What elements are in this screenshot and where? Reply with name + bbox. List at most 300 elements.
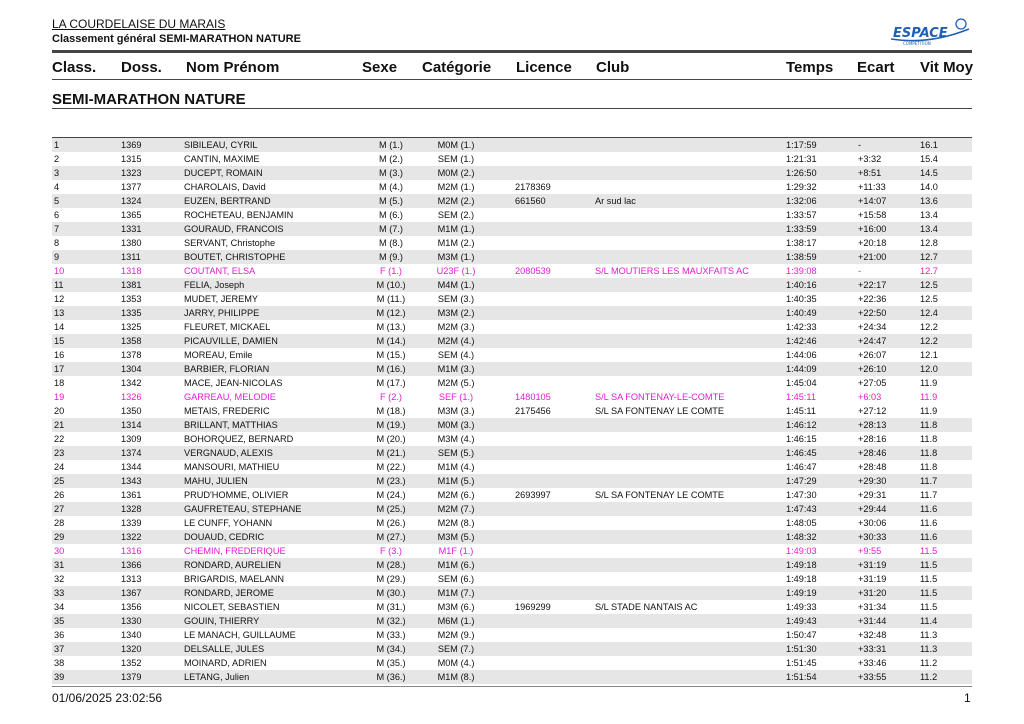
cell-speed: 11.8 [920, 420, 938, 430]
cell-lic: 1969299 [515, 602, 551, 612]
cell-rank: 20 [54, 406, 65, 416]
cell-speed: 12.7 [920, 266, 938, 276]
cell-lic: 661560 [515, 196, 546, 206]
cell-cat: M1M (5.) [437, 476, 475, 486]
cell-gap: +32:48 [858, 630, 887, 640]
cell-cat: M0M (3.) [437, 420, 475, 430]
col-header-sex: Sexe [362, 59, 398, 76]
cell-name: SIBILEAU, CYRIL [184, 140, 258, 150]
cell-speed: 11.7 [920, 476, 938, 486]
cell-rank: 9 [54, 252, 60, 262]
table-row [52, 264, 972, 278]
table-row [52, 334, 972, 348]
cell-time: 1:49:03 [786, 546, 817, 556]
cell-time: 1:44:06 [786, 350, 817, 360]
table-row [52, 586, 972, 600]
cell-time: 1:47:30 [786, 490, 817, 500]
cell-speed: 12.4 [920, 308, 938, 318]
cell-bib: 1304 [121, 364, 142, 374]
cell-bib: 1314 [121, 420, 142, 430]
cell-cat: M3M (1.) [437, 252, 475, 262]
cell-time: 1:32:06 [786, 196, 817, 206]
col-header-rank: Class. [52, 59, 97, 76]
print-datetime: 01/06/2025 23:02:56 [52, 691, 163, 705]
cell-gap: - [858, 266, 862, 276]
cell-time: 1:45:04 [786, 378, 817, 388]
cell-speed: 12.2 [920, 322, 938, 332]
cell-rank: 24 [54, 462, 65, 472]
cell-time: 1:48:05 [786, 518, 817, 528]
cell-gap: +33:31 [858, 644, 887, 654]
cell-sex: M (30.) [376, 588, 406, 598]
col-header-category: Catégorie [422, 59, 492, 76]
cell-time: 1:38:17 [786, 238, 817, 248]
cell-name: FELIA, Joseph [184, 280, 245, 290]
cell-bib: 1320 [121, 644, 142, 654]
cell-name: PRUD'HOMME, OLIVIER [184, 490, 289, 500]
cell-rank: 13 [54, 308, 65, 318]
cell-rank: 12 [54, 294, 65, 304]
cell-speed: 11.6 [920, 532, 938, 542]
cell-cat: M1M (7.) [437, 588, 475, 598]
table-row [52, 166, 972, 180]
table-row [52, 208, 972, 222]
cell-name: GARREAU, MELODIE [184, 392, 276, 402]
cell-name: MUDET, JEREMY [184, 294, 259, 304]
cell-gap: +28:46 [858, 448, 887, 458]
cell-bib: 1344 [121, 462, 142, 472]
table-row [52, 628, 972, 642]
cell-cat: M2M (4.) [437, 336, 475, 346]
cell-cat: M3M (5.) [437, 532, 475, 542]
cell-name: GOURAUD, FRANCOIS [184, 224, 284, 234]
cell-name: NICOLET, SEBASTIEN [184, 602, 280, 612]
cell-name: BOHORQUEZ, BERNARD [184, 434, 294, 444]
cell-name: CANTIN, MAXIME [184, 154, 260, 164]
cell-bib: 1358 [121, 336, 142, 346]
cell-gap: +31:20 [858, 588, 887, 598]
table-row [52, 502, 972, 516]
cell-time: 1:49:18 [786, 574, 817, 584]
cell-sex: M (18.) [376, 406, 406, 416]
logo-text: ESPACE [893, 26, 948, 41]
cell-sex: M (15.) [376, 350, 406, 360]
cell-bib: 1365 [121, 210, 142, 220]
cell-sex: M (33.) [376, 630, 406, 640]
cell-sex: M (28.) [376, 560, 406, 570]
cell-name: EUZEN, BERTRAND [184, 196, 271, 206]
cell-speed: 13.4 [920, 210, 938, 220]
cell-time: 1:44:09 [786, 364, 817, 374]
cell-name: BRILLANT, MATTHIAS [184, 420, 278, 430]
cell-time: 1:51:45 [786, 658, 817, 668]
cell-speed: 15.4 [920, 154, 938, 164]
cell-rank: 15 [54, 336, 65, 346]
cell-speed: 11.5 [920, 546, 938, 556]
cell-name: DUCEPT, ROMAIN [184, 168, 263, 178]
cell-cat: M2M (3.) [437, 322, 475, 332]
cell-gap: +29:44 [858, 504, 887, 514]
cell-cat: M1F (1.) [438, 546, 474, 556]
cell-cat: SEM (2.) [437, 210, 475, 220]
cell-cat: M3M (2.) [437, 308, 475, 318]
cell-lic: 2178369 [515, 182, 551, 192]
cell-time: 1:46:47 [786, 462, 817, 472]
cell-rank: 17 [54, 364, 65, 374]
cell-rank: 32 [54, 574, 65, 584]
cell-club: S/L SA FONTENAY-LE-COMTE [595, 392, 725, 402]
cell-rank: 11 [54, 280, 64, 290]
cell-cat: M3M (3.) [437, 406, 475, 416]
cell-rank: 6 [54, 210, 60, 220]
cell-lic: 1480105 [515, 392, 551, 402]
cell-club: Ar sud lac [595, 196, 636, 206]
table-row [52, 278, 972, 292]
cell-time: 1:46:12 [786, 420, 817, 430]
cell-gap: +3:32 [858, 154, 882, 164]
cell-time: 1:42:33 [786, 322, 817, 332]
cell-speed: 11.8 [920, 448, 938, 458]
cell-gap: +30:06 [858, 518, 887, 528]
col-header-time: Temps [786, 59, 834, 76]
cell-time: 1:46:15 [786, 434, 817, 444]
cell-time: 1:50:47 [786, 630, 817, 640]
cell-rank: 1 [54, 140, 60, 150]
cell-sex: M (31.) [376, 602, 406, 612]
cell-rank: 29 [54, 532, 65, 542]
cell-sex: M (16.) [376, 364, 406, 374]
cell-cat: M2M (5.) [437, 378, 475, 388]
cell-gap: +22:36 [858, 294, 887, 304]
table-row [52, 194, 972, 208]
cell-speed: 11.6 [920, 504, 938, 514]
cell-time: 1:51:30 [786, 644, 817, 654]
espace-competition-logo [889, 17, 971, 47]
cell-rank: 7 [54, 224, 60, 234]
cell-bib: 1361 [121, 490, 142, 500]
table-row [52, 460, 972, 474]
table-row [52, 404, 972, 418]
cell-sex: M (29.) [376, 574, 406, 584]
cell-sex: M (25.) [376, 504, 406, 514]
table-row [52, 474, 972, 488]
cell-gap: +27:05 [858, 378, 887, 388]
cell-bib: 1356 [121, 602, 142, 612]
cell-gap: +6:03 [858, 392, 882, 402]
cell-rank: 35 [54, 616, 65, 626]
cell-sex: F (3.) [380, 546, 402, 556]
table-row [52, 614, 972, 628]
cell-speed: 12.5 [920, 280, 938, 290]
cell-bib: 1366 [121, 560, 142, 570]
cell-sex: M (13.) [376, 322, 406, 332]
cell-gap: +8:51 [858, 168, 882, 178]
cell-bib: 1330 [121, 616, 142, 626]
cell-sex: M (32.) [376, 616, 406, 626]
table-row [52, 222, 972, 236]
cell-sex: M (4.) [379, 182, 403, 192]
cell-name: FLEURET, MICKAEL [184, 322, 271, 332]
cell-bib: 1315 [121, 154, 142, 164]
organizer-name: LA COURDELAISE DU MARAIS [52, 17, 226, 31]
cell-sex: M (26.) [376, 518, 406, 528]
cell-gap: +33:46 [858, 658, 887, 668]
cell-time: 1:49:43 [786, 616, 817, 626]
cell-time: 1:49:19 [786, 588, 817, 598]
table-row [52, 558, 972, 572]
cell-bib: 1350 [121, 406, 142, 416]
cell-rank: 18 [54, 378, 65, 388]
cell-speed: 11.9 [920, 378, 938, 388]
cell-name: PICAUVILLE, DAMIEN [184, 336, 278, 346]
cell-rank: 8 [54, 238, 60, 248]
cell-sex: M (12.) [376, 308, 406, 318]
cell-gap: +26:10 [858, 364, 887, 374]
cell-speed: 11.5 [920, 560, 938, 570]
cell-speed: 11.3 [920, 630, 938, 640]
cell-speed: 11.9 [920, 406, 938, 416]
cell-rank: 30 [54, 546, 65, 556]
cell-gap: +33:55 [858, 672, 887, 682]
cell-club: S/L SA FONTENAY LE COMTE [595, 490, 724, 500]
cell-cat: M3M (6.) [437, 602, 475, 612]
col-header-name: Nom Prénom [186, 59, 280, 76]
cell-time: 1:40:49 [786, 308, 817, 318]
cell-name: RONDARD, JEROME [184, 588, 274, 598]
cell-sex: M (5.) [379, 196, 403, 206]
col-header-club: Club [596, 59, 630, 76]
cell-time: 1:29:32 [786, 182, 817, 192]
page-number: 1 [964, 691, 971, 705]
cell-speed: 12.1 [920, 350, 938, 360]
cell-rank: 16 [54, 350, 65, 360]
cell-rank: 31 [54, 560, 65, 570]
table-row [52, 348, 972, 362]
cell-cat: M2M (8.) [437, 518, 475, 528]
cell-speed: 11.4 [920, 616, 938, 626]
cell-bib: 1378 [121, 350, 142, 360]
cell-cat: M0M (4.) [437, 658, 475, 668]
cell-sex: M (3.) [379, 168, 403, 178]
cell-rank: 2 [54, 154, 60, 164]
cell-bib: 1331 [121, 224, 142, 234]
cell-cat: M1M (2.) [437, 238, 475, 248]
cell-speed: 11.8 [920, 434, 938, 444]
cell-bib: 1339 [121, 518, 142, 528]
cell-name: COUTANT, ELSA [184, 266, 256, 276]
section-rule [52, 108, 972, 109]
cell-gap: +16:00 [858, 224, 887, 234]
table-row [52, 544, 972, 558]
cell-bib: 1340 [121, 630, 142, 640]
cell-sex: M (2.) [379, 154, 403, 164]
table-row [52, 390, 972, 404]
cell-speed: 12.2 [920, 336, 938, 346]
logo-subtext: COMPETITION [903, 41, 931, 46]
cell-gap: +15:58 [858, 210, 887, 220]
cell-lic: 2080539 [515, 266, 551, 276]
cell-name: METAIS, FREDERIC [184, 406, 270, 416]
cell-club: S/L STADE NANTAIS AC [595, 602, 698, 612]
cell-speed: 16.1 [920, 140, 938, 150]
cell-cat: SEM (5.) [437, 448, 475, 458]
cell-bib: 1316 [121, 546, 142, 556]
cell-bib: 1381 [121, 280, 142, 290]
cell-sex: M (7.) [379, 224, 403, 234]
cell-speed: 11.6 [920, 518, 938, 528]
cell-gap: +22:50 [858, 308, 887, 318]
cell-bib: 1380 [121, 238, 142, 248]
cell-cat: M1M (8.) [437, 672, 475, 682]
cell-sex: M (1.) [379, 140, 403, 150]
cell-time: 1:33:59 [786, 224, 817, 234]
cell-cat: M1M (1.) [437, 224, 475, 234]
cell-sex: M (21.) [376, 448, 406, 458]
cell-rank: 23 [54, 448, 65, 458]
cell-speed: 11.3 [920, 644, 938, 654]
table-row [52, 362, 972, 376]
cell-name: BRIGARDIS, MAELANN [184, 574, 285, 584]
cell-name: DOUAUD, CEDRIC [184, 532, 265, 542]
cell-name: VERGNAUD, ALEXIS [184, 448, 273, 458]
cell-time: 1:26:50 [786, 168, 817, 178]
cell-club: S/L MOUTIERS LES MAUXFAITS AC [595, 266, 749, 276]
cell-gap: +22:17 [858, 280, 887, 290]
cell-bib: 1369 [121, 140, 142, 150]
cell-gap: +30:33 [858, 532, 887, 542]
cell-sex: M (11.) [376, 294, 406, 304]
table-row [52, 446, 972, 460]
cell-gap: +27:12 [858, 406, 887, 416]
cell-lic: 2693997 [515, 490, 551, 500]
cell-gap: +31:44 [858, 616, 887, 626]
table-row [52, 152, 972, 166]
cell-bib: 1343 [121, 476, 142, 486]
cell-bib: 1326 [121, 392, 142, 402]
cell-speed: 11.5 [920, 574, 938, 584]
table-row [52, 530, 972, 544]
cell-rank: 28 [54, 518, 65, 528]
cell-bib: 1322 [121, 532, 142, 542]
cell-rank: 36 [54, 630, 65, 640]
cell-speed: 12.5 [920, 294, 938, 304]
cell-bib: 1325 [121, 322, 142, 332]
cell-name: ROCHETEAU, BENJAMIN [184, 210, 294, 220]
cell-cat: M4M (1.) [437, 280, 475, 290]
cell-time: 1:49:33 [786, 602, 817, 612]
cell-name: MOREAU, Emile [184, 350, 253, 360]
cell-name: SERVANT, Christophe [184, 238, 276, 248]
cell-speed: 12.8 [920, 238, 938, 248]
cell-sex: M (24.) [376, 490, 406, 500]
cell-cat: SEM (4.) [437, 350, 475, 360]
table-row [52, 292, 972, 306]
table-row [52, 180, 972, 194]
cell-cat: SEM (1.) [437, 154, 475, 164]
cell-sex: M (14.) [376, 336, 406, 346]
cell-sex: M (34.) [376, 644, 406, 654]
cell-time: 1:48:32 [786, 532, 817, 542]
cell-lic: 2175456 [515, 406, 551, 416]
cell-speed: 11.2 [920, 658, 938, 668]
cell-gap: +9:55 [858, 546, 882, 556]
cell-sex: M (35.) [376, 658, 406, 668]
cell-cat: SEM (3.) [437, 294, 475, 304]
cell-cat: M6M (1.) [437, 616, 475, 626]
cell-speed: 12.0 [920, 364, 938, 374]
cell-time: 1:51:54 [786, 672, 817, 682]
cell-bib: 1313 [121, 574, 142, 584]
cell-sex: M (9.) [379, 252, 403, 262]
table-row [52, 600, 972, 614]
cell-rank: 39 [54, 672, 65, 682]
footer-rule [52, 686, 972, 687]
cell-rank: 21 [54, 420, 65, 430]
cell-name: RONDARD, AURELIEN [184, 560, 281, 570]
cell-sex: M (10.) [376, 280, 406, 290]
cell-speed: 11.7 [920, 490, 938, 500]
table-row [52, 138, 972, 152]
cell-gap: +21:00 [858, 252, 887, 262]
cell-rank: 26 [54, 490, 65, 500]
cell-speed: 11.2 [920, 672, 938, 682]
section-title: SEMI-MARATHON NATURE [52, 91, 246, 108]
cell-rank: 34 [54, 602, 65, 612]
cell-speed: 11.9 [920, 392, 938, 402]
cell-name: MAHU, JULIEN [184, 476, 248, 486]
cell-rank: 10 [54, 266, 65, 276]
cell-rank: 37 [54, 644, 65, 654]
cell-bib: 1323 [121, 168, 142, 178]
cell-name: JARRY, PHILIPPE [184, 308, 260, 318]
cell-bib: 1353 [121, 294, 142, 304]
cell-name: BOUTET, CHRISTOPHE [184, 252, 286, 262]
cell-gap: +29:30 [858, 476, 887, 486]
table-row [52, 516, 972, 530]
cell-rank: 33 [54, 588, 65, 598]
cell-time: 1:33:57 [786, 210, 817, 220]
cell-gap: +29:31 [858, 490, 887, 500]
cell-cat: SEF (1.) [438, 392, 474, 402]
cell-sex: F (1.) [380, 266, 402, 276]
cell-sex: M (27.) [376, 532, 406, 542]
cell-cat: M1M (3.) [437, 364, 475, 374]
table-row [52, 306, 972, 320]
cell-cat: M2M (6.) [437, 490, 475, 500]
cell-cat: M3M (4.) [437, 434, 475, 444]
cell-time: 1:45:11 [786, 406, 816, 416]
cell-speed: 13.6 [920, 196, 938, 206]
cell-time: 1:42:46 [786, 336, 817, 346]
cell-cat: M2M (7.) [437, 504, 475, 514]
cell-name: CHEMIN, FREDERIQUE [184, 546, 286, 556]
cell-rank: 4 [54, 182, 60, 192]
cell-gap: +31:19 [858, 574, 887, 584]
table-row [52, 656, 972, 670]
cell-sex: M (19.) [376, 420, 406, 430]
cell-sex: M (6.) [379, 210, 403, 220]
cell-rank: 27 [54, 504, 65, 514]
cell-club: S/L SA FONTENAY LE COMTE [595, 406, 724, 416]
table-row [52, 236, 972, 250]
cell-cat: M2M (9.) [437, 630, 475, 640]
table-row [52, 670, 972, 684]
cell-sex: F (2.) [380, 392, 402, 402]
cell-cat: SEM (6.) [437, 574, 475, 584]
table-row [52, 432, 972, 446]
cell-speed: 12.7 [920, 252, 938, 262]
cell-rank: 22 [54, 434, 65, 444]
